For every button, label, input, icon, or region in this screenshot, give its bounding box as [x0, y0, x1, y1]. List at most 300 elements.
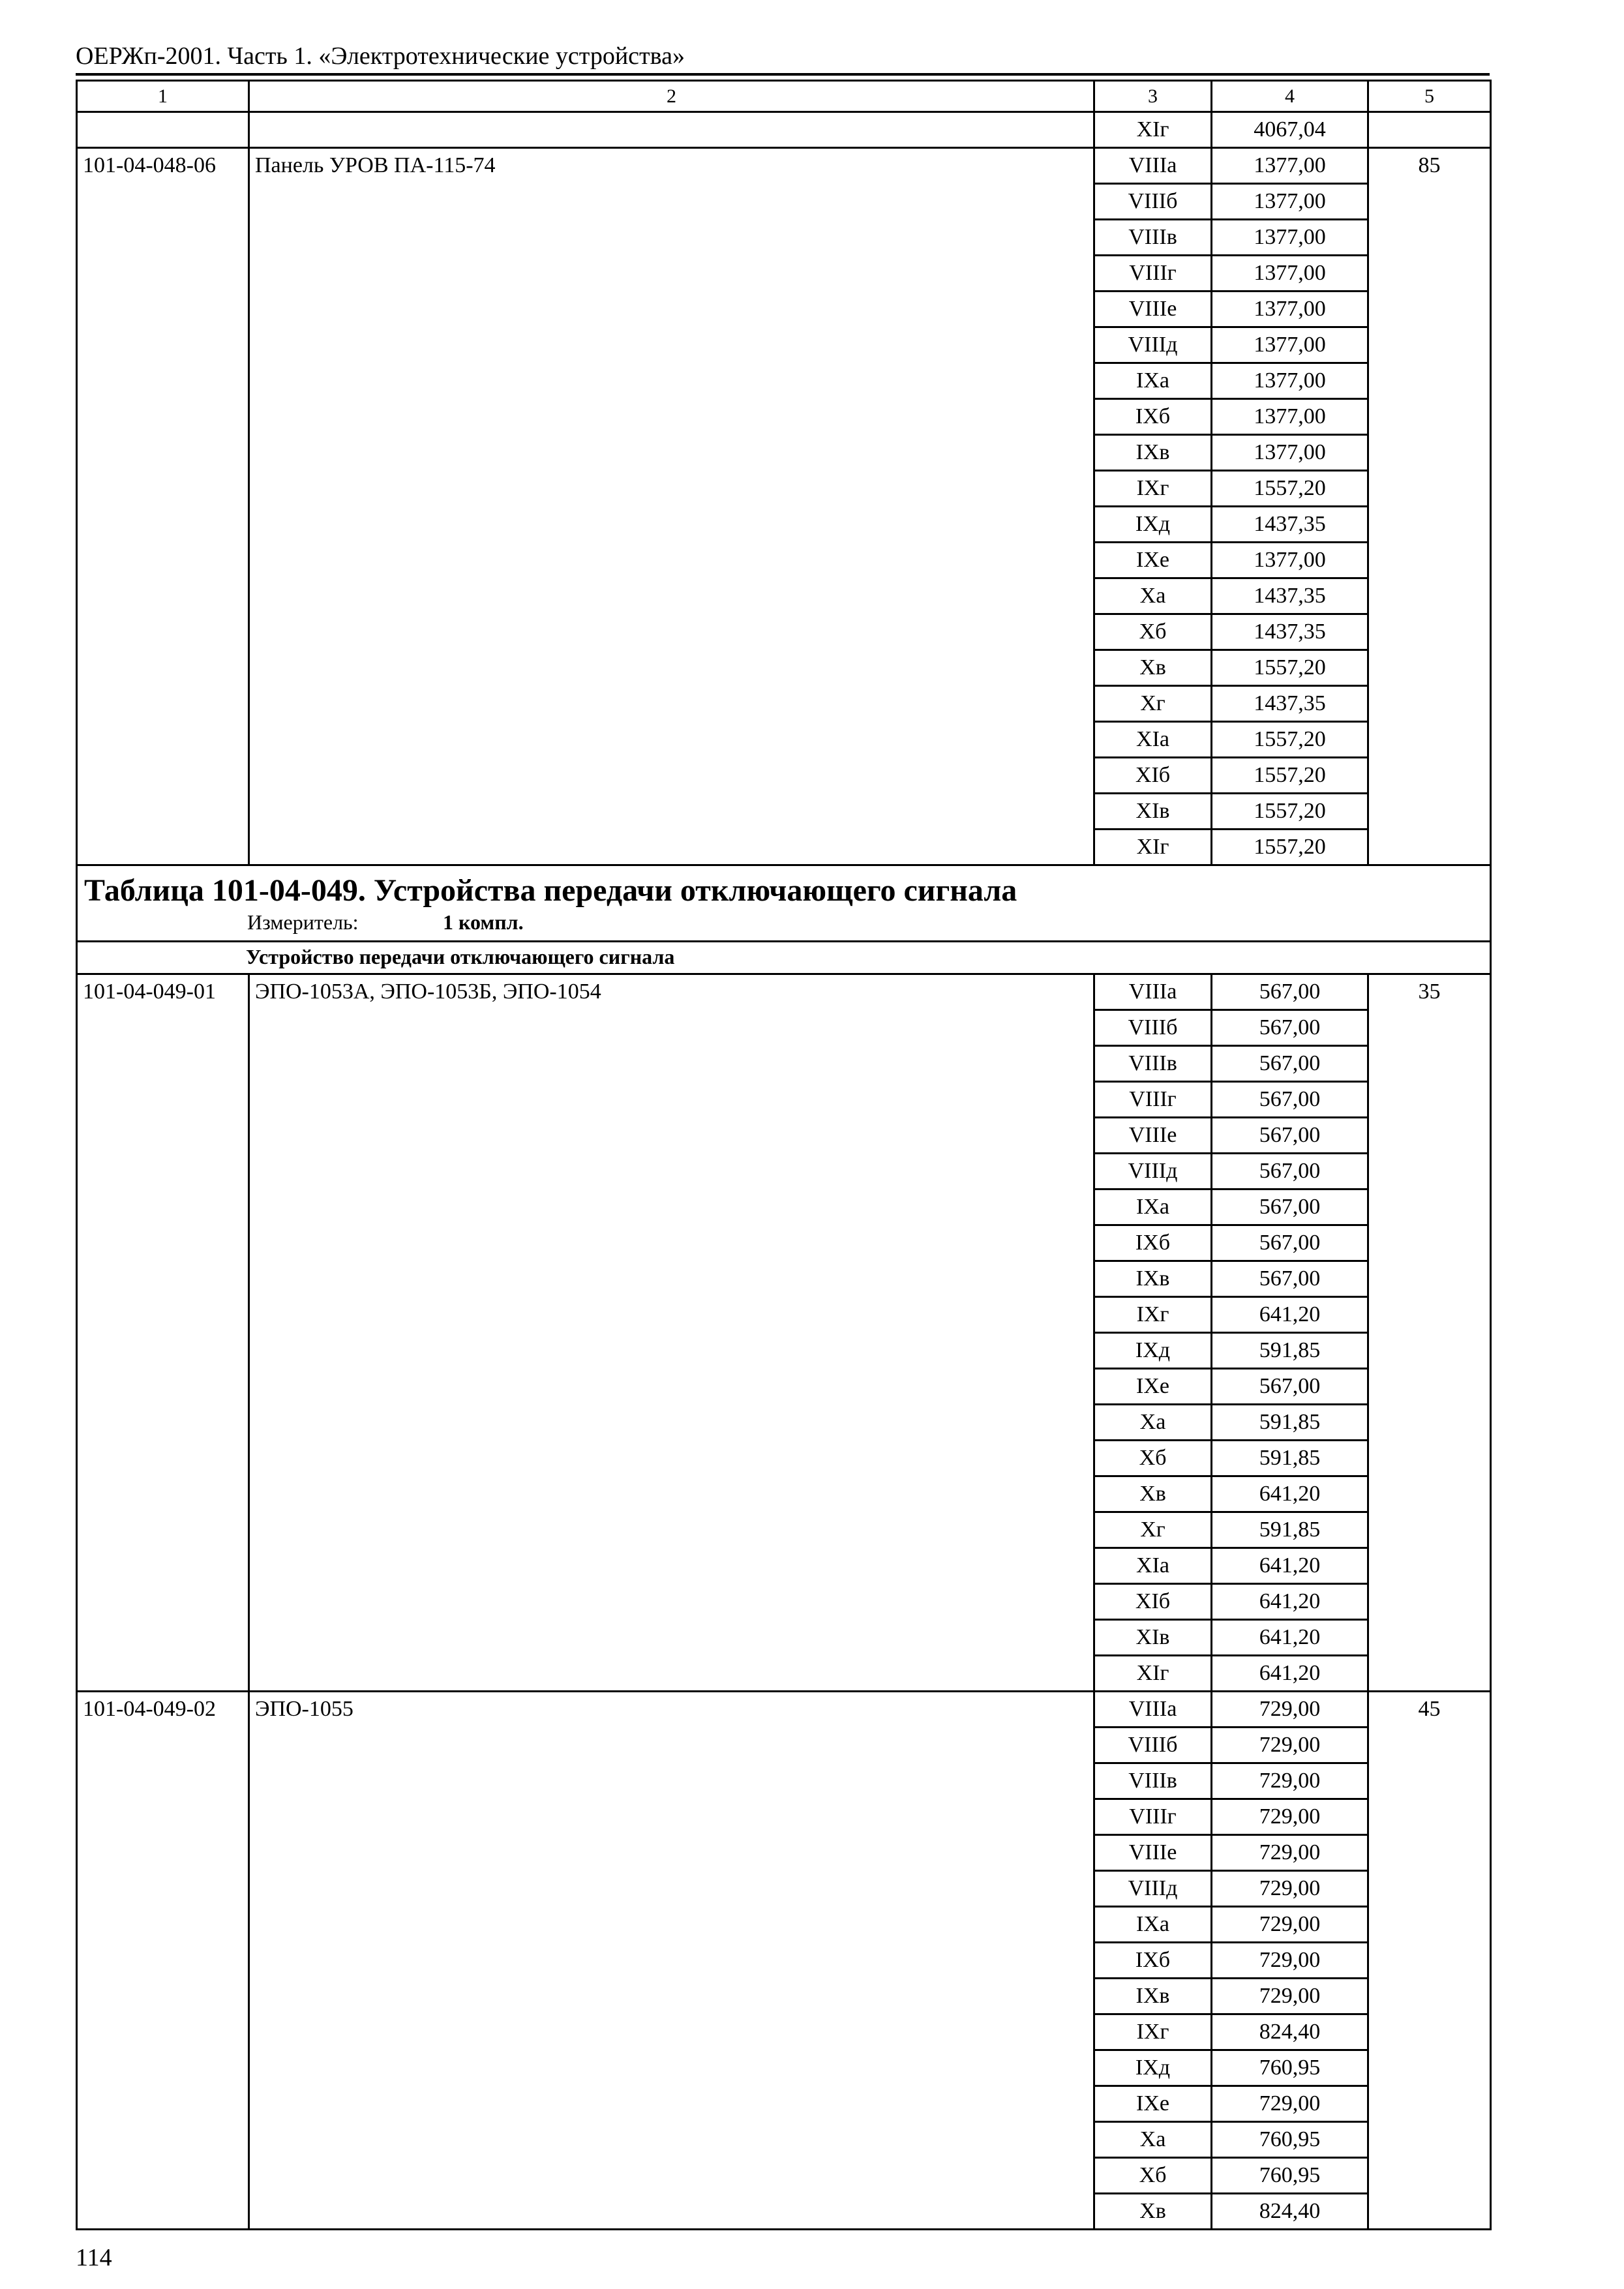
mass-cell: [1368, 758, 1491, 794]
mass-cell: [1368, 256, 1491, 292]
category-cell: Xв: [1094, 1476, 1212, 1512]
name-cell: [249, 1907, 1094, 1943]
mass-cell: [1368, 543, 1491, 578]
name-cell: [249, 794, 1094, 830]
mass-cell: [1368, 327, 1491, 363]
mass-cell: [1368, 1620, 1491, 1656]
price-cell: 641,20: [1212, 1656, 1368, 1692]
table-row: [77, 1405, 1491, 1441]
table-row: [77, 1046, 1491, 1082]
measure-label: Измеритель:: [247, 910, 359, 934]
category-cell: VIIIг: [1094, 1799, 1212, 1835]
price-cell: 1437,35: [1212, 686, 1368, 722]
name-cell: [249, 1799, 1094, 1835]
code-cell: 101-04-048-06: [77, 148, 249, 184]
price-cell: 729,00: [1212, 1835, 1368, 1871]
table-row: [77, 1907, 1491, 1943]
code-cell: [77, 1512, 249, 1548]
name-cell: [249, 578, 1094, 614]
code-cell: [77, 1835, 249, 1871]
section-header-row: [77, 865, 1491, 942]
name-cell: [249, 650, 1094, 686]
price-cell: 591,85: [1212, 1405, 1368, 1441]
category-cell: VIIIе: [1094, 1118, 1212, 1154]
table-row: [77, 1763, 1491, 1799]
table-part-before-section: [77, 81, 1491, 865]
name-cell: [249, 327, 1094, 363]
name-cell: [249, 256, 1094, 292]
price-cell: 729,00: [1212, 1907, 1368, 1943]
table-row: [77, 256, 1491, 292]
price-cell: 1437,35: [1212, 507, 1368, 543]
code-cell: 101-04-049-01: [77, 974, 249, 1010]
code-cell: [77, 184, 249, 220]
name-cell: [249, 2050, 1094, 2086]
code-cell: [77, 256, 249, 292]
category-cell: Xг: [1094, 686, 1212, 722]
price-cell: 729,00: [1212, 2086, 1368, 2122]
table-row: [77, 1118, 1491, 1154]
table-row: [77, 1476, 1491, 1512]
name-cell: [249, 722, 1094, 758]
name-cell: [249, 220, 1094, 256]
category-cell: IXг: [1094, 2014, 1212, 2050]
price-cell: 1557,20: [1212, 794, 1368, 830]
code-cell: [77, 1369, 249, 1405]
mass-cell: [1368, 1261, 1491, 1297]
mass-cell: [1368, 1871, 1491, 1907]
mass-cell: [1368, 1763, 1491, 1799]
category-cell: IXв: [1094, 435, 1212, 471]
category-cell: IXд: [1094, 1333, 1212, 1369]
price-cell: 567,00: [1212, 1261, 1368, 1297]
mass-cell: [1368, 578, 1491, 614]
category-cell: VIIIв: [1094, 220, 1212, 256]
mass-cell: [1368, 2050, 1491, 2086]
category-cell: VIIIд: [1094, 1871, 1212, 1907]
category-cell: VIIIд: [1094, 327, 1212, 363]
name-cell: [249, 1548, 1094, 1584]
price-cell: 1377,00: [1212, 220, 1368, 256]
mass-cell: 45: [1368, 1692, 1491, 1728]
price-cell: 567,00: [1212, 1189, 1368, 1225]
price-cell: 729,00: [1212, 1979, 1368, 2014]
price-cell: 760,95: [1212, 2158, 1368, 2194]
category-cell: IXа: [1094, 1907, 1212, 1943]
name-cell: ЭПО-1055: [249, 1692, 1094, 1728]
column-number: 5: [1368, 81, 1491, 112]
code-cell: [77, 471, 249, 507]
mass-cell: [1368, 471, 1491, 507]
code-cell: [77, 2194, 249, 2230]
category-cell: VIIIе: [1094, 292, 1212, 327]
code-cell: [77, 435, 249, 471]
table-row: [77, 399, 1491, 435]
name-cell: [249, 1333, 1094, 1369]
mass-cell: [1368, 1835, 1491, 1871]
mass-cell: [1368, 1082, 1491, 1118]
table-row: [77, 1333, 1491, 1369]
name-cell: [249, 184, 1094, 220]
name-cell: [249, 2014, 1094, 2050]
mass-cell: [1368, 112, 1491, 148]
price-cell: 1557,20: [1212, 722, 1368, 758]
code-cell: [77, 1118, 249, 1154]
table-row: [77, 1620, 1491, 1656]
price-cell: 729,00: [1212, 1692, 1368, 1728]
measure-value: 1 компл.: [443, 910, 524, 934]
mass-cell: [1368, 1656, 1491, 1692]
table-row: [77, 2194, 1491, 2230]
name-cell: [249, 1154, 1094, 1189]
code-cell: [77, 758, 249, 794]
code-cell: [77, 1584, 249, 1620]
price-cell: 567,00: [1212, 1082, 1368, 1118]
category-cell: VIIIв: [1094, 1046, 1212, 1082]
category-cell: VIIIа: [1094, 148, 1212, 184]
mass-cell: [1368, 722, 1491, 758]
mass-cell: [1368, 1907, 1491, 1943]
table-row: [77, 1871, 1491, 1907]
mass-cell: [1368, 1225, 1491, 1261]
code-cell: [77, 363, 249, 399]
mass-cell: [1368, 220, 1491, 256]
code-cell: [77, 2158, 249, 2194]
code-cell: [77, 543, 249, 578]
code-cell: [77, 1333, 249, 1369]
name-cell: [249, 1656, 1094, 1692]
section-header-cell: [77, 865, 1491, 942]
price-cell: 1377,00: [1212, 327, 1368, 363]
mass-cell: [1368, 2122, 1491, 2158]
mass-cell: [1368, 1405, 1491, 1441]
name-cell: [249, 2122, 1094, 2158]
category-cell: Xв: [1094, 2194, 1212, 2230]
name-cell: [249, 543, 1094, 578]
category-cell: Xб: [1094, 1441, 1212, 1476]
mass-cell: 35: [1368, 974, 1491, 1010]
name-cell: [249, 1189, 1094, 1225]
price-cell: 1557,20: [1212, 650, 1368, 686]
table-row: [77, 1225, 1491, 1261]
price-cell: 760,95: [1212, 2122, 1368, 2158]
table-row: [77, 543, 1491, 578]
name-cell: [249, 2158, 1094, 2194]
name-cell: [249, 2086, 1094, 2122]
mass-cell: [1368, 1548, 1491, 1584]
subheading-cell: Устройство передачи отключающего сигнала: [77, 942, 1491, 974]
category-cell: Xа: [1094, 578, 1212, 614]
table-row: [77, 148, 1491, 184]
price-cell: 641,20: [1212, 1476, 1368, 1512]
table-part-after-section: [77, 974, 1491, 2230]
subheading-row: [77, 942, 1491, 974]
code-cell: [77, 1799, 249, 1835]
code-cell: [77, 1082, 249, 1118]
category-cell: XIг: [1094, 830, 1212, 865]
price-cell: 729,00: [1212, 1763, 1368, 1799]
category-cell: VIIIв: [1094, 1763, 1212, 1799]
price-cell: 641,20: [1212, 1297, 1368, 1333]
name-cell: [249, 1728, 1094, 1763]
code-cell: [77, 1763, 249, 1799]
category-cell: VIIIг: [1094, 1082, 1212, 1118]
code-cell: [77, 650, 249, 686]
name-cell: [249, 363, 1094, 399]
table-row: [77, 435, 1491, 471]
code-cell: [77, 722, 249, 758]
mass-cell: [1368, 1943, 1491, 1979]
name-cell: [249, 1476, 1094, 1512]
name-cell: [249, 112, 1094, 148]
category-cell: XIв: [1094, 1620, 1212, 1656]
mass-cell: [1368, 614, 1491, 650]
table-row: [77, 184, 1491, 220]
name-cell: [249, 2194, 1094, 2230]
table-row: [77, 1189, 1491, 1225]
table-row: [77, 1010, 1491, 1046]
name-cell: [249, 614, 1094, 650]
price-cell: 591,85: [1212, 1512, 1368, 1548]
price-cell: 567,00: [1212, 1369, 1368, 1405]
price-cell: 641,20: [1212, 1548, 1368, 1584]
mass-cell: [1368, 1728, 1491, 1763]
category-cell: IXб: [1094, 1225, 1212, 1261]
mass-cell: [1368, 184, 1491, 220]
category-cell: Xа: [1094, 1405, 1212, 1441]
mass-cell: [1368, 2194, 1491, 2230]
mass-cell: [1368, 1046, 1491, 1082]
table-row: [77, 327, 1491, 363]
category-cell: VIIIа: [1094, 974, 1212, 1010]
name-cell: [249, 1225, 1094, 1261]
column-number: 3: [1094, 81, 1212, 112]
name-cell: [249, 399, 1094, 435]
code-cell: [77, 2050, 249, 2086]
price-cell: 824,40: [1212, 2014, 1368, 2050]
code-cell: [77, 1943, 249, 1979]
code-cell: [77, 1010, 249, 1046]
category-cell: IXв: [1094, 1261, 1212, 1297]
category-cell: IXе: [1094, 1369, 1212, 1405]
price-cell: 729,00: [1212, 1799, 1368, 1835]
code-cell: [77, 1728, 249, 1763]
table-row: [77, 578, 1491, 614]
code-cell: [77, 399, 249, 435]
name-cell: [249, 507, 1094, 543]
name-cell: ЭПО-1053А, ЭПО-1053Б, ЭПО-1054: [249, 974, 1094, 1010]
table-row: [77, 2014, 1491, 2050]
code-cell: [77, 327, 249, 363]
category-cell: IXг: [1094, 471, 1212, 507]
category-cell: IXе: [1094, 2086, 1212, 2122]
table-row: [77, 292, 1491, 327]
table-row: [77, 686, 1491, 722]
carryover-row: [77, 112, 1491, 148]
category-cell: IXе: [1094, 543, 1212, 578]
code-cell: [77, 1225, 249, 1261]
column-number: 1: [77, 81, 249, 112]
mass-cell: 85: [1368, 148, 1491, 184]
code-cell: [77, 1405, 249, 1441]
price-cell: 591,85: [1212, 1333, 1368, 1369]
table-row: [77, 1548, 1491, 1584]
code-cell: [77, 1297, 249, 1333]
code-cell: [77, 1046, 249, 1082]
name-cell: Панель УРОВ ПА-115-74: [249, 148, 1094, 184]
table-row: [77, 614, 1491, 650]
category-cell: VIIIб: [1094, 1010, 1212, 1046]
category-cell: VIIIе: [1094, 1835, 1212, 1871]
category-cell: XIб: [1094, 1584, 1212, 1620]
price-cell: 729,00: [1212, 1728, 1368, 1763]
table-row: [77, 1584, 1491, 1620]
mass-cell: [1368, 1512, 1491, 1548]
table-row: [77, 1512, 1491, 1548]
name-cell: [249, 1118, 1094, 1154]
code-cell: [77, 507, 249, 543]
mass-cell: [1368, 1476, 1491, 1512]
price-cell: 567,00: [1212, 974, 1368, 1010]
name-cell: [249, 1943, 1094, 1979]
category-cell: IXв: [1094, 1979, 1212, 2014]
mass-cell: [1368, 292, 1491, 327]
category-cell: XIа: [1094, 1548, 1212, 1584]
price-cell: 1377,00: [1212, 184, 1368, 220]
table-row: [77, 1369, 1491, 1405]
category-cell: IXб: [1094, 399, 1212, 435]
code-cell: 101-04-049-02: [77, 1692, 249, 1728]
code-cell: [77, 1979, 249, 2014]
price-cell: 1377,00: [1212, 435, 1368, 471]
price-cell: 567,00: [1212, 1046, 1368, 1082]
mass-cell: [1368, 363, 1491, 399]
category-cell: XIв: [1094, 794, 1212, 830]
price-cell: 729,00: [1212, 1871, 1368, 1907]
price-cell: 567,00: [1212, 1010, 1368, 1046]
category-cell: Xг: [1094, 1512, 1212, 1548]
category-cell: IXа: [1094, 1189, 1212, 1225]
category-cell: XIг: [1094, 1656, 1212, 1692]
mass-cell: [1368, 794, 1491, 830]
name-cell: [249, 758, 1094, 794]
price-cell: 1377,00: [1212, 148, 1368, 184]
table-row: [77, 1943, 1491, 1979]
code-cell: [77, 830, 249, 865]
category-cell: Xв: [1094, 650, 1212, 686]
table-row: [77, 1154, 1491, 1189]
category-cell: XIг: [1094, 112, 1212, 148]
category-cell: IXа: [1094, 363, 1212, 399]
table-row: [77, 1799, 1491, 1835]
mass-cell: [1368, 399, 1491, 435]
mass-cell: [1368, 686, 1491, 722]
column-number: 4: [1212, 81, 1368, 112]
mass-cell: [1368, 1154, 1491, 1189]
table-row: [77, 1082, 1491, 1118]
code-cell: [77, 1441, 249, 1476]
code-cell: [77, 614, 249, 650]
price-cell: 4067,04: [1212, 112, 1368, 148]
name-cell: [249, 1261, 1094, 1297]
mass-cell: [1368, 1584, 1491, 1620]
mass-cell: [1368, 1118, 1491, 1154]
table-row: [77, 471, 1491, 507]
code-cell: [77, 220, 249, 256]
code-cell: [77, 1871, 249, 1907]
name-cell: [249, 471, 1094, 507]
price-cell: 1557,20: [1212, 471, 1368, 507]
category-cell: Xа: [1094, 2122, 1212, 2158]
table-row: [77, 1297, 1491, 1333]
table-row: [77, 650, 1491, 686]
category-cell: IXд: [1094, 507, 1212, 543]
price-cell: 567,00: [1212, 1154, 1368, 1189]
code-cell: [77, 2086, 249, 2122]
table-row: [77, 2158, 1491, 2194]
code-cell: [77, 1620, 249, 1656]
price-cell: 1377,00: [1212, 256, 1368, 292]
code-cell: [77, 292, 249, 327]
price-cell: 1557,20: [1212, 758, 1368, 794]
price-cell: 1377,00: [1212, 292, 1368, 327]
code-cell: [77, 2122, 249, 2158]
price-cell: 760,95: [1212, 2050, 1368, 2086]
mass-cell: [1368, 1799, 1491, 1835]
column-number: 2: [249, 81, 1094, 112]
code-cell: [77, 1476, 249, 1512]
mass-cell: [1368, 1010, 1491, 1046]
code-cell: [77, 1189, 249, 1225]
table-row: [77, 1728, 1491, 1763]
price-cell: 567,00: [1212, 1118, 1368, 1154]
price-cell: 591,85: [1212, 1441, 1368, 1476]
name-cell: [249, 1082, 1094, 1118]
table-row: [77, 220, 1491, 256]
code-cell: [77, 2014, 249, 2050]
table-row: [77, 722, 1491, 758]
name-cell: [249, 435, 1094, 471]
category-cell: VIIIг: [1094, 256, 1212, 292]
name-cell: [249, 1441, 1094, 1476]
mass-cell: [1368, 1369, 1491, 1405]
table-row: [77, 2122, 1491, 2158]
name-cell: [249, 1584, 1094, 1620]
mass-cell: [1368, 1189, 1491, 1225]
code-cell: [77, 1261, 249, 1297]
mass-cell: [1368, 1979, 1491, 2014]
table-row: [77, 1835, 1491, 1871]
measure-line: [84, 909, 1483, 935]
table-row: [77, 1692, 1491, 1728]
price-cell: 641,20: [1212, 1584, 1368, 1620]
price-cell: 1437,35: [1212, 578, 1368, 614]
category-cell: VIIIд: [1094, 1154, 1212, 1189]
name-cell: [249, 830, 1094, 865]
table-section: [77, 865, 1491, 974]
name-cell: [249, 686, 1094, 722]
running-header: ОЕРЖп-2001. Часть 1. «Электротехнические устройства»: [76, 42, 685, 70]
price-cell: 1377,00: [1212, 399, 1368, 435]
category-cell: IXд: [1094, 2050, 1212, 2086]
category-cell: IXб: [1094, 1943, 1212, 1979]
table-row: [77, 507, 1491, 543]
mass-cell: [1368, 650, 1491, 686]
code-cell: [77, 794, 249, 830]
name-cell: [249, 1871, 1094, 1907]
category-cell: VIIIб: [1094, 1728, 1212, 1763]
code-cell: [77, 1154, 249, 1189]
